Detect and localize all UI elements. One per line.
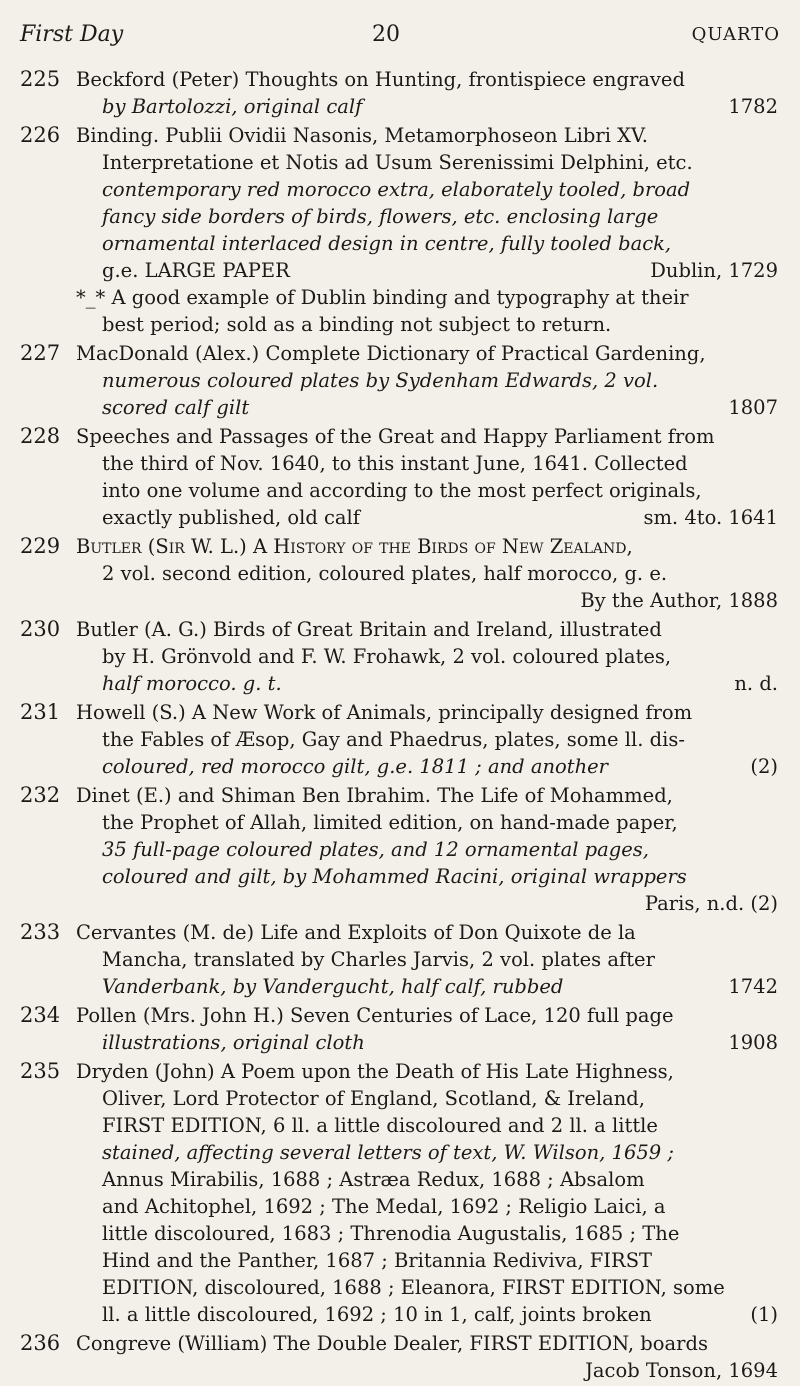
lot-number: 233	[20, 920, 61, 944]
entry-line: half morocco. g. t.	[102, 672, 282, 695]
lot-date: sm. 4to. 1641	[643, 506, 778, 529]
lot-entry	[0, 616, 800, 697]
entry-line: by Bartolozzi, original calf	[102, 95, 363, 118]
lot-number: 227	[20, 341, 61, 365]
entry-line: g.e. LARGE PAPER	[102, 259, 290, 282]
entry-line: fancy side borders of birds, flowers, etc. enclosing large	[102, 205, 659, 228]
entry-line: the Prophet of Allah, limited edition, on hand-made paper,	[102, 811, 678, 834]
lot-number: 231	[20, 700, 61, 724]
lot-number: 225	[20, 67, 61, 91]
entry-line: coloured, red morocco gilt, g.e. 1811 ; and another	[102, 755, 609, 778]
entry-line: Congreve (William) The Double Dealer, FIRST EDITION, boards	[76, 1332, 708, 1355]
entry-line: Binding. Publii Ovidii Nasonis, Metamorphoseon Libri XV.	[76, 124, 648, 147]
entry-line: 35 full-page coloured plates, and 12 ornamental pages,	[102, 838, 649, 861]
entry-line: scored calf gilt	[102, 396, 250, 419]
lot-number: 232	[20, 783, 61, 807]
entry-line: illustrations, original cloth	[102, 1031, 365, 1054]
format-label: QUARTO	[691, 24, 780, 45]
lot-description	[76, 782, 778, 917]
lot-entry	[0, 919, 800, 1000]
lot-description	[76, 340, 778, 421]
lot-date: (1)	[750, 1303, 778, 1326]
lot-description	[76, 66, 778, 120]
lot-note: *_* A good example of Dublin binding and typography at their	[76, 286, 689, 309]
lot-entry	[0, 423, 800, 531]
lot-date: (2)	[750, 755, 778, 778]
lot-date: n. d.	[734, 672, 778, 695]
lot-date: Dublin, 1729	[650, 259, 778, 282]
entry-line: EDITION, discoloured, 1688 ; Eleanora, FIRST EDITION, some	[102, 1276, 725, 1299]
entry-line: ornamental interlaced design in centre, fully tooled back,	[102, 232, 672, 255]
entry-line: Beckford (Peter) Thoughts on Hunting, frontispiece engraved	[76, 68, 685, 91]
lot-number: 234	[20, 1003, 61, 1027]
entry-line: Pollen (Mrs. John H.) Seven Centuries of Lace, 120 full page	[76, 1004, 674, 1027]
lot-date: Jacob Tonson, 1694	[585, 1359, 778, 1382]
entry-line: FIRST EDITION, 6 ll. a little discoloured and 2 ll. a little	[102, 1114, 658, 1137]
lot-description	[76, 919, 778, 1000]
lot-description	[76, 1002, 778, 1056]
lot-entry	[0, 1330, 800, 1384]
lot-description	[76, 616, 778, 697]
page-number: 20	[372, 22, 400, 47]
entry-line: Butler (Sir W. L.) A History of the Birds of New Zealand,	[76, 535, 633, 558]
lot-entry	[0, 66, 800, 120]
entry-line: ll. a little discoloured, 1692 ; 10 in 1, calf, joints broken	[102, 1303, 652, 1326]
lot-entry	[0, 533, 800, 614]
page-header	[0, 22, 800, 56]
lot-number: 228	[20, 424, 61, 448]
entry-line: Butler (A. G.) Birds of Great Britain and Ireland, illustrated	[76, 618, 662, 641]
lot-number: 226	[20, 123, 61, 147]
lot-description	[76, 122, 778, 338]
lot-number: 236	[20, 1331, 61, 1355]
entry-line: into one volume and according to the most perfect originals,	[102, 479, 702, 502]
entry-line: 2 vol. second edition, coloured plates, half morocco, g. e.	[102, 562, 668, 585]
lot-number: 235	[20, 1059, 61, 1083]
lot-description	[76, 1330, 778, 1384]
entry-line: Annus Mirabilis, 1688 ; Astræa Redux, 1688 ; Absalom	[102, 1168, 645, 1191]
lot-number: 230	[20, 617, 61, 641]
entry-line: Hind and the Panther, 1687 ; Britannia Rediviva, FIRST	[102, 1249, 653, 1272]
lot-date: 1742	[728, 975, 778, 998]
lot-description	[76, 699, 778, 780]
entry-line: Dryden (John) A Poem upon the Death of His Late Highness,	[76, 1060, 674, 1083]
entry-line: Mancha, translated by Charles Jarvis, 2 vol. plates after	[102, 948, 655, 971]
entry-line: stained, affecting several letters of text, W. Wilson, 1659 ;	[102, 1141, 674, 1164]
lot-note: best period; sold as a binding not subject to return.	[102, 313, 612, 336]
entry-line: Vanderbank, by Vandergucht, half calf, rubbed	[102, 975, 564, 998]
lot-date: 1782	[728, 95, 778, 118]
entry-line: by H. Grönvold and F. W. Frohawk, 2 vol. coloured plates,	[102, 645, 672, 668]
lot-entry	[0, 699, 800, 780]
lot-date: By the Author, 1888	[580, 589, 778, 612]
lot-number: 229	[20, 534, 61, 558]
entry-line: the Fables of Æsop, Gay and Phaedrus, plates, some ll. dis-	[102, 728, 685, 751]
entry-line: Cervantes (M. de) Life and Exploits of Don Quixote de la	[76, 921, 636, 944]
entry-line: Interpretatione et Notis ad Usum Serenissimi Delphini, etc.	[102, 151, 693, 174]
lot-date: 1908	[728, 1031, 778, 1054]
lot-entry	[0, 1058, 800, 1328]
lot-entry	[0, 782, 800, 917]
entry-line: numerous coloured plates by Sydenham Edwards, 2 vol.	[102, 369, 659, 392]
entry-line: Dinet (E.) and Shiman Ben Ibrahim. The Life of Mohammed,	[76, 784, 673, 807]
lot-entry	[0, 340, 800, 421]
entry-line: Oliver, Lord Protector of England, Scotland, & Ireland,	[102, 1087, 645, 1110]
entry-line: Speeches and Passages of the Great and Happy Parliament from	[76, 425, 715, 448]
lot-description	[76, 423, 778, 531]
lot-date: Paris, n.d. (2)	[644, 892, 778, 915]
entry-line: Howell (S.) A New Work of Animals, principally designed from	[76, 701, 693, 724]
section-title: First Day	[20, 22, 124, 47]
entry-line: the third of Nov. 1640, to this instant June, 1641. Collected	[102, 452, 688, 475]
entry-line: coloured and gilt, by Mohammed Racini, original wrappers	[102, 865, 687, 888]
entry-line: exactly published, old calf	[102, 506, 361, 529]
entry-line: and Achitophel, 1692 ; The Medal, 1692 ; Religio Laici, a	[102, 1195, 666, 1218]
entry-line: contemporary red morocco extra, elaborately tooled, broad	[102, 178, 691, 201]
lot-date: 1807	[728, 396, 778, 419]
entry-line: little discoloured, 1683 ; Threnodia Augustalis, 1685 ; The	[102, 1222, 680, 1245]
entry-line: MacDonald (Alex.) Complete Dictionary of Practical Gardening,	[76, 342, 706, 365]
lot-entry	[0, 122, 800, 338]
lot-entry	[0, 1002, 800, 1056]
lot-list	[0, 66, 800, 1386]
lot-description	[76, 533, 778, 614]
lot-description	[76, 1058, 778, 1328]
